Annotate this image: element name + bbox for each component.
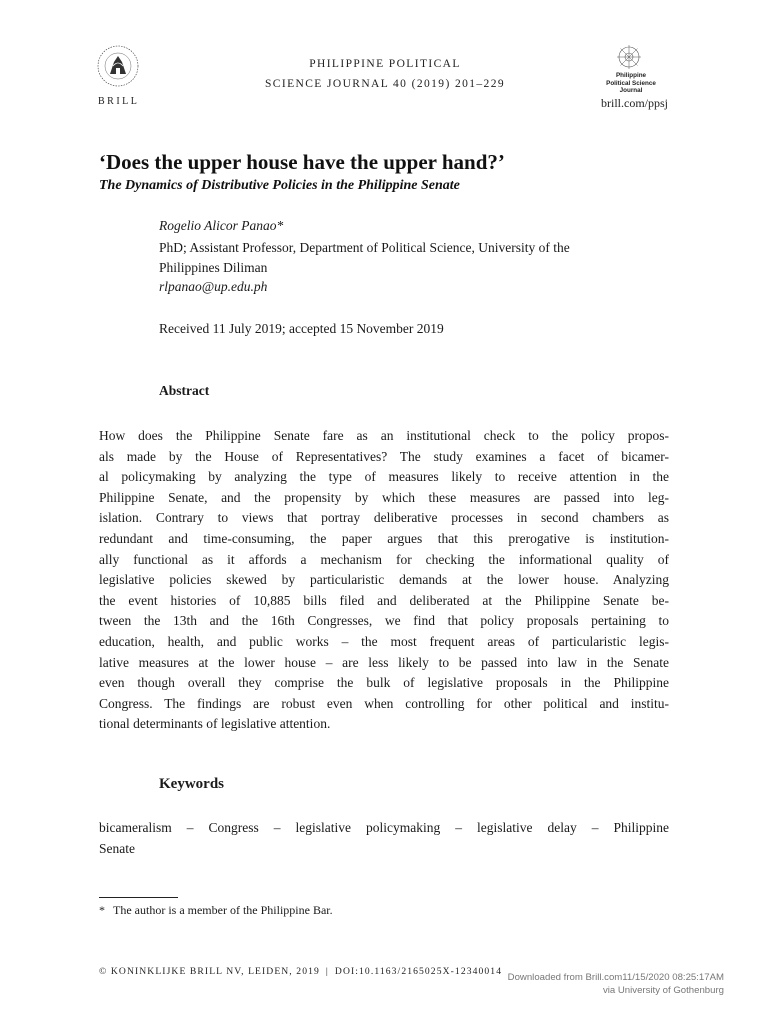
footnote-text: The author is a member of the Philippine Bar. [113,903,333,917]
received-accepted-dates: Received 11 July 2019; accepted 15 November 2019 [159,321,444,336]
download-timestamp: Downloaded from Brill.com11/15/2020 08:25:17AM [507,972,724,983]
journal-url-link[interactable]: brill.com/ppsj [601,96,668,110]
footer-separator: | [325,966,329,977]
ppsj-name-line: Philippine [615,72,647,79]
abstract-line: al policymaking by analyzing the type of measures likely to receive attention in the [99,469,669,485]
affiliation-line: Philippines Diliman [159,260,268,275]
abstract-line: tween the 13th and the 16th Congresses, we find that policy proposals pertaining to [99,613,669,629]
keywords-line: bicameralism – Congress – legislative policymaking – legislative delay – Philippine [99,820,669,835]
abstract-line: education, health, and public works – the most frequent areas of particularistic legis- [99,633,669,649]
abstract-body [99,426,669,735]
ppsj-emblem-icon [614,44,644,72]
ppsj-journal-name [584,72,678,95]
abstract-line: redundant and time-consuming, the paper argues that this prerogative is institution- [99,530,669,546]
page-footer [99,966,502,977]
keywords-line: Senate [99,840,135,856]
author-email-link[interactable]: rlpanao@up.edu.ph [159,279,268,294]
article-subtitle: The Dynamics of Distributive Policies in the Philippine Senate [99,178,460,193]
publisher-name: BRILL [98,96,140,107]
affiliation-line: PhD; Assistant Professor, Department of Political Science, University of the [159,240,570,255]
abstract-line: lative measures at the lower house – are less likely to be passed into law in the Senate [99,654,669,670]
abstract-heading: Abstract [159,383,210,398]
abstract-line: ally functional as it affords a mechanism for checking the informational quality of [99,551,669,567]
doi-link[interactable]: DOI:10.1163/2165025X-12340014 [334,966,503,977]
journal-volume-line: SCIENCE JOURNAL 40 (2019) 201–229 [265,78,505,90]
keywords-heading: Keywords [159,776,224,792]
download-institution: via University of Gothenburg [602,984,724,996]
download-watermark [460,972,724,997]
ppsj-name-line: Political Science [606,79,656,87]
abstract-line: tional determinants of legislative attention. [99,716,331,732]
footnote-marker: * [99,903,105,917]
abstract-line: the event histories of 10,885 bills filed and deliberated at the Philippine Senate be- [99,592,669,608]
abstract-line: even though overall they comprise the bulk of legislative proposals in the Philippine [99,675,669,691]
abstract-line: islation. Contrary to views that portray deliberative processes in second chambers as [99,510,669,526]
copyright-notice: © KONINKLIJKE BRILL NV, LEIDEN, 2019 [99,966,320,977]
abstract-line: Congress. The findings are robust even when controlling for other political and institu- [99,695,669,711]
abstract-line: How does the Philippine Senate fare as an institutional check to the policy propos- [99,428,669,443]
article-title: ‘Does the upper house have the upper hand?’ [99,150,505,174]
abstract-line: als made by the House of Representatives? The study examines a facet of bicamer- [99,448,669,464]
journal-running-head [200,54,570,94]
author-affiliation [159,238,679,278]
keywords-list [99,818,669,859]
footnote-divider [99,897,178,898]
brill-seal-logo [96,44,140,88]
author-name: Rogelio Alicor Panao* [159,218,284,233]
ppsj-name-line: Journal [619,87,643,94]
abstract-line: Philippine Senate, and the propensity by which these measures are passed into leg- [99,489,669,505]
journal-title-line: PHILIPPINE POLITICAL [309,58,461,70]
footnote [99,903,333,918]
abstract-line: legislative policies skewed by particularistic demands at the lower house. Analyzing [99,572,669,588]
